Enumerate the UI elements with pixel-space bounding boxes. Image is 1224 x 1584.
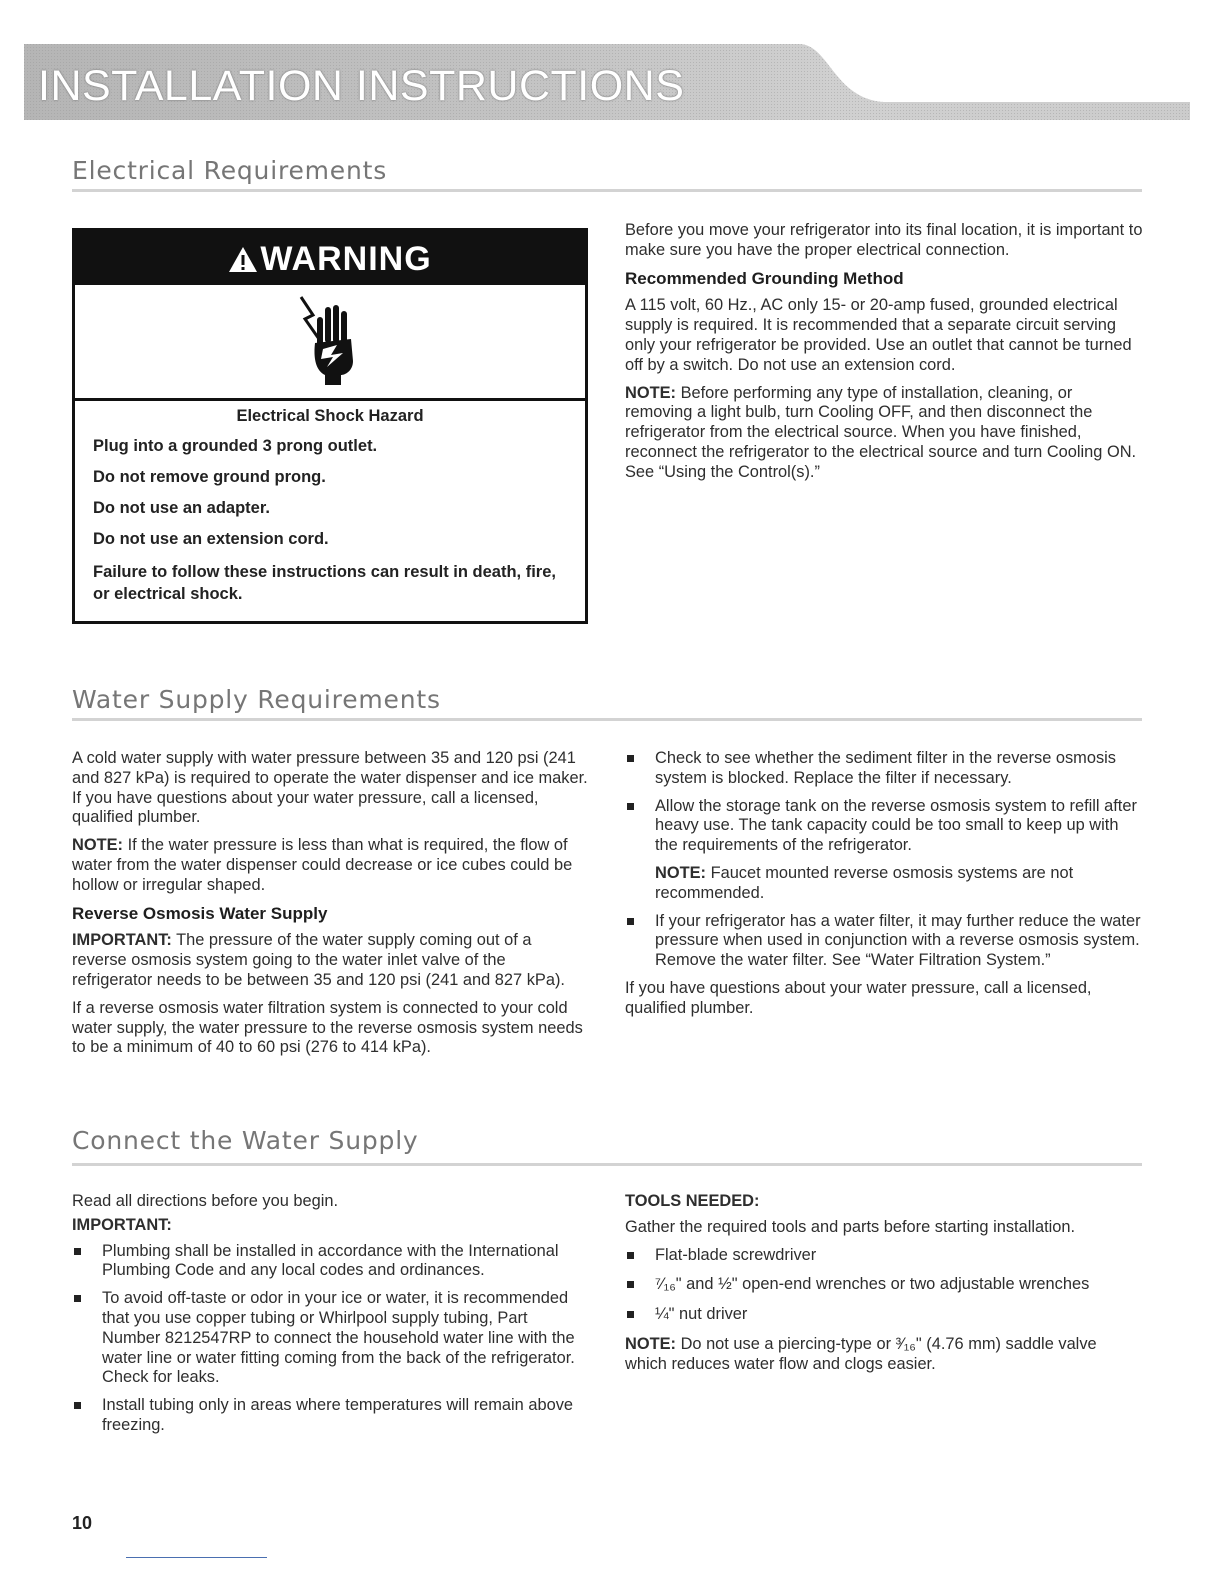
note-label: NOTE:	[625, 1334, 676, 1353]
section-rule	[72, 189, 1142, 192]
warning-icon-area	[75, 285, 585, 401]
note-text: If the water pressure is less than what is required, the flow of water from the water dispenser could decrease or ice cubes could be hollow or irregular shaped.	[72, 836, 573, 894]
water-right-column	[625, 749, 1143, 1027]
list-item	[625, 1246, 1143, 1266]
section-heading-connect: Connect the Water Supply	[72, 1126, 419, 1155]
ro-important	[72, 931, 590, 990]
water-left-column	[72, 749, 590, 1066]
warning-header	[75, 231, 585, 285]
page-number: 10	[72, 1513, 93, 1533]
note-label: NOTE:	[72, 836, 123, 855]
bullet-square-icon	[627, 755, 634, 762]
bullet-square-icon	[627, 1281, 634, 1288]
bullet-square-icon	[74, 1248, 81, 1255]
section-rule	[72, 718, 1142, 721]
water-bullet-list	[625, 912, 1143, 971]
bullet-square-icon	[627, 803, 634, 810]
note-text: Do not use a piercing-type or ³⁄₁₆" (4.76 mm) saddle valve which reduces water flow and clogs easier.	[625, 1334, 1097, 1373]
grounding-text: A 115 volt, 60 Hz., AC only 15- or 20-amp fused, grounded electrical supply is required. It is recommended that a separate circuit serving only your refrigerator be provided. Use an outlet that cannot be turned off by a switch. Do not use an extension cord.	[625, 296, 1132, 374]
list-item	[625, 1275, 1143, 1295]
connect-important-label: IMPORTANT:	[72, 1215, 172, 1234]
grounding-heading: Recommended Grounding Method	[625, 268, 904, 288]
ro-text: If a reverse osmosis water filtration system is connected to your cold water supply, the water pressure to the reverse osmosis system needs to be a minimum of 40 to 60 psi (276 to 414 kPa).	[72, 998, 583, 1057]
list-item	[72, 1242, 582, 1282]
electrical-right-column	[625, 221, 1143, 491]
warning-line: Do not use an adapter.	[93, 499, 270, 517]
section-heading-electrical: Electrical Requirements	[72, 156, 388, 185]
tools-list	[625, 1246, 1143, 1325]
water-note	[72, 836, 590, 895]
bullet-text: Allow the storage tank on the reverse osmosis system to refill after heavy use. The tank capacity could be too small to keep up with the requirements of the refrigerator.	[655, 796, 1137, 855]
important-label: IMPORTANT:	[72, 931, 172, 950]
tool-text: ⁷⁄₁₆" and ½" open-end wrenches or two adjustable wrenches	[655, 1275, 1090, 1294]
warning-line: Do not use an extension cord.	[93, 530, 329, 548]
warning-triangle-icon	[228, 246, 258, 273]
important-text: The pressure of the water supply coming out of a reverse osmosis system going to the water inlet valve of the refrigerator needs to be between 35 and 120 psi (241 and 827 kPa).	[72, 931, 565, 989]
header-banner	[24, 44, 1190, 120]
bullet-text: Install tubing only in areas where temperatures will remain above freezing.	[102, 1396, 574, 1434]
warning-consequence: Failure to follow these instructions can result in death, fire, or electrical shock.	[93, 563, 556, 603]
connect-left-column	[72, 1192, 582, 1444]
warning-title: WARNING	[260, 240, 432, 278]
banner-title: INSTALLATION INSTRUCTIONS	[38, 62, 685, 110]
connect-right-column	[625, 1192, 1143, 1383]
warning-box	[72, 228, 588, 624]
ro-heading: Reverse Osmosis Water Supply	[72, 903, 328, 923]
warning-line: Plug into a grounded 3 prong outlet.	[93, 437, 378, 455]
electrical-note	[625, 384, 1143, 483]
note-label: NOTE:	[655, 863, 706, 882]
bullet-square-icon	[627, 1311, 634, 1318]
section-rule	[72, 1163, 1142, 1166]
bullet-text: If your refrigerator has a water filter, it may further reduce the water pressure when used in conjunction with a reverse osmosis system. Remove the water filter. See “Water Filtration System.”	[655, 911, 1141, 970]
tool-text: Flat-blade screwdriver	[655, 1245, 817, 1264]
list-item	[72, 1289, 582, 1388]
warning-body	[75, 401, 585, 605]
list-item	[625, 749, 1143, 789]
bullet-square-icon	[627, 918, 634, 925]
list-item	[72, 1396, 582, 1436]
note-label: NOTE:	[625, 383, 676, 402]
footer-line	[126, 1557, 267, 1558]
section-heading-water-supply: Water Supply Requirements	[72, 685, 441, 714]
water-intro: A cold water supply with water pressure between 35 and 120 psi (241 and 827 kPa) is required to operate the water dispenser and ice maker. If you have questions about your water pressure, call a licensed, qualified plumber.	[72, 749, 588, 827]
note-text: Faucet mounted reverse osmosis systems are not recommended.	[655, 863, 1074, 902]
electrical-intro: Before you move your refrigerator into its final location, it is important to make sure you have the proper electrical connection.	[625, 221, 1143, 259]
electrical-shock-hand-icon	[297, 295, 359, 387]
water-bullet-list	[625, 749, 1143, 856]
list-item	[625, 1305, 1143, 1325]
list-item	[625, 912, 1143, 971]
bullet-square-icon	[74, 1295, 81, 1302]
warning-hazard: Electrical Shock Hazard	[236, 407, 424, 425]
ro-faucet-note	[625, 864, 1143, 904]
water-closing: If you have questions about your water pressure, call a licensed, qualified plumber.	[625, 978, 1092, 1017]
bullet-text: Plumbing shall be installed in accordance with the International Plumbing Code and any local codes and ordinances.	[102, 1241, 559, 1280]
tools-heading: TOOLS NEEDED:	[625, 1192, 760, 1210]
bullet-text: Check to see whether the sediment filter in the reverse osmosis system is blocked. Replace the filter if necessary.	[655, 749, 1116, 787]
bullet-text: To avoid off-taste or odor in your ice or water, it is recommended that you use copper tubing or Whirlpool supply tubing, Part Number 8212547RP to connect the household water line with the water line or water fitting coming from the back of the refrigerator. Check for leaks.	[102, 1289, 575, 1387]
bullet-square-icon	[627, 1252, 634, 1259]
bullet-square-icon	[74, 1402, 81, 1409]
connect-note	[625, 1335, 1143, 1375]
list-item	[625, 797, 1143, 856]
connect-intro: Read all directions before you begin.	[72, 1192, 339, 1210]
note-text: Before performing any type of installation, cleaning, or removing a light bulb, turn Cooling OFF, and then disconnect the refrigerator from the electrical source. When you have finished, reconnect the refrigerator to the electrical source and turn Cooling ON. See “Using the Control(s).”	[625, 383, 1137, 481]
tool-text: ¼" nut driver	[655, 1305, 748, 1324]
tools-intro: Gather the required tools and parts before starting installation.	[625, 1217, 1076, 1236]
warning-line: Do not remove ground prong.	[93, 468, 326, 486]
connect-bullet-list	[72, 1242, 582, 1436]
